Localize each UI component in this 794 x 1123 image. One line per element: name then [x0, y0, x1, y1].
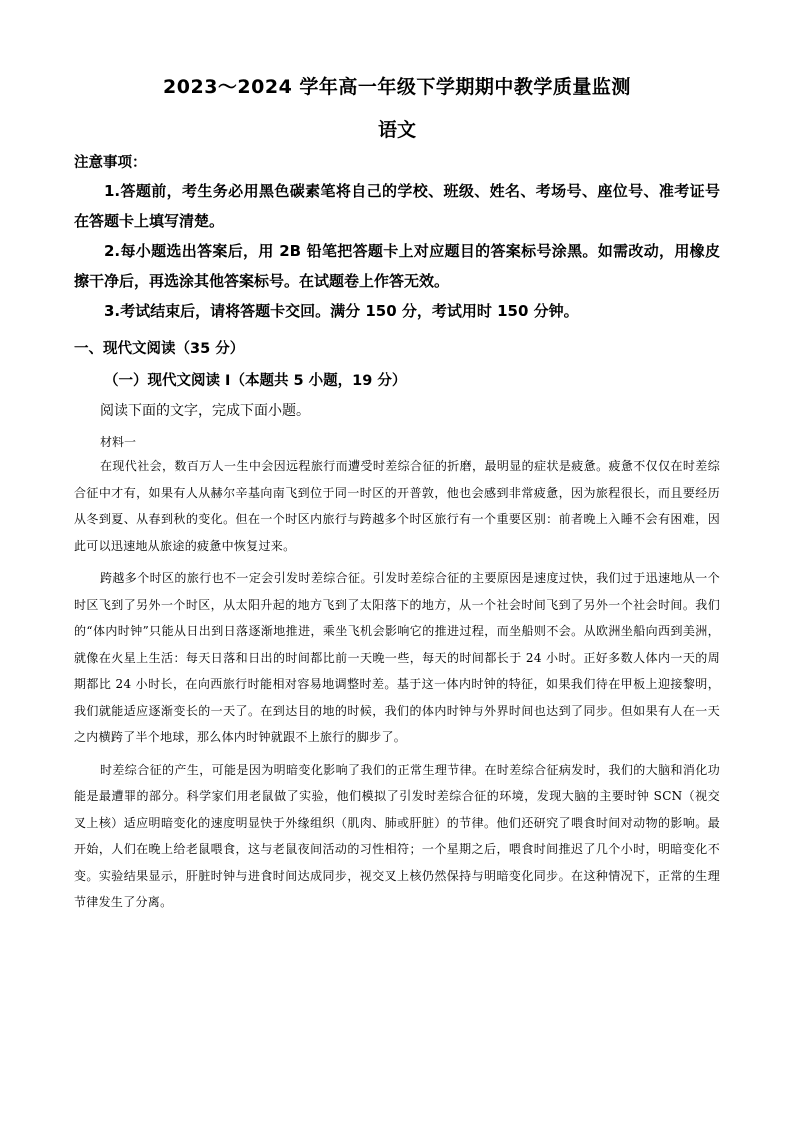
subject-title: 语文	[377, 119, 416, 141]
note-item: 2.每小题选出答案后，用 2B 铅笔把答题卡上对应题目的答案标号涂黑。如需改动，用橡皮擦干净后，再选涂其他答案标号。在试题卷上作答无效。	[74, 242, 720, 290]
section-title: 一、现代文阅读（35 分）	[74, 341, 245, 357]
notes-list	[74, 176, 720, 326]
material-paragraph: 时差综合征的产生，可能是因为明暗变化影响了我们的正常生理节律。在时差综合征病发时，我们的大脑和消化功能是最遭罪的部分。科学家们用老鼠做了实验，他们模拟了引发时差综合征的环境，发现大脑的主要时钟 SCN（视交叉上核）适应明暗变化的速度明显快于外缘组织（肌肉、肺或肝脏）的节律。他们还研究了喂食时间对动物的影响。最开始，人们在晚上给老鼠喂食，这与老鼠夜间活动的习性相符；一个星期之后，喂食时间推迟了几个小时，明暗变化不变。实验结果显示，肝脏时钟与进食时间达成同步，视交叉上核仍然保持与明暗变化同步。在这种情况下，正常的生理节律发生了分离。	[74, 762, 720, 909]
material-body	[74, 453, 720, 922]
material-paragraph: 在现代社会，数百万人一生中会因远程旅行而遭受时差综合征的折磨，最明显的症状是疲惫。疲惫不仅仅在时差综合征中才有，如果有人从赫尔辛基向南飞到位于同一时区的开普敦，他也会感到非常疲惫，因为旅程很长，而且要经历从冬到夏、从春到秋的变化。但在一个时区内旅行与跨越多个时区旅行有一个重要区别：前者晚上入睡不会有困难，因此可以迅速地从旅途的疲惫中恢复过来。	[74, 459, 720, 553]
reading-instruction: 阅读下面的文字，完成下面小题。	[100, 403, 310, 419]
subsection-title: （一）现代文阅读 I（本题共 5 小题，19 分）	[104, 373, 407, 389]
material-label: 材料一	[100, 435, 137, 449]
notes-heading: 注意事项：	[74, 155, 147, 171]
note-item: 3.考试结束后，请将答题卡交回。满分 150 分，考试用时 150 分钟。	[104, 302, 579, 320]
note-item: 1.答题前，考生务必用黑色碳素笔将自己的学校、班级、姓名、考场号、座位号、准考证号在答题卡上填写清楚。	[74, 182, 720, 230]
exam-title: 2023～2024 学年高一年级下学期期中教学质量监测	[163, 76, 631, 98]
material-paragraph: 跨越多个时区的旅行也不一定会引发时差综合征。引发时差综合征的主要原因是速度过快，我们过于迅速地从一个时区飞到了另外一个时区，从太阳升起的地方飞到了太阳落下的地方，从一个社会时间飞到了另外一个社会时间。我们的“体内时钟”只能从日出到日落逐渐地推进，乘坐飞机会影响它的推进过程，而坐船则不会。从欧洲坐船向西到美洲，就像在火星上生活：每天日落和日出的时间都比前一天晚一些，每天的时间都长于 24 小时。正好多数人体内一天的周期都比 24 小时长，在向西旅行时能相对容易地调整时差。基于这一体内时钟的特征，如果我们待在甲板上迎接黎明，我们就能适应逐渐变长的一天了。在到达目的地的时候，我们的体内时钟与外界时间也达到了同步。但如果有人在一天之内横跨了半个地球，那么体内时钟就跟不上旅行的脚步了。	[74, 571, 720, 744]
